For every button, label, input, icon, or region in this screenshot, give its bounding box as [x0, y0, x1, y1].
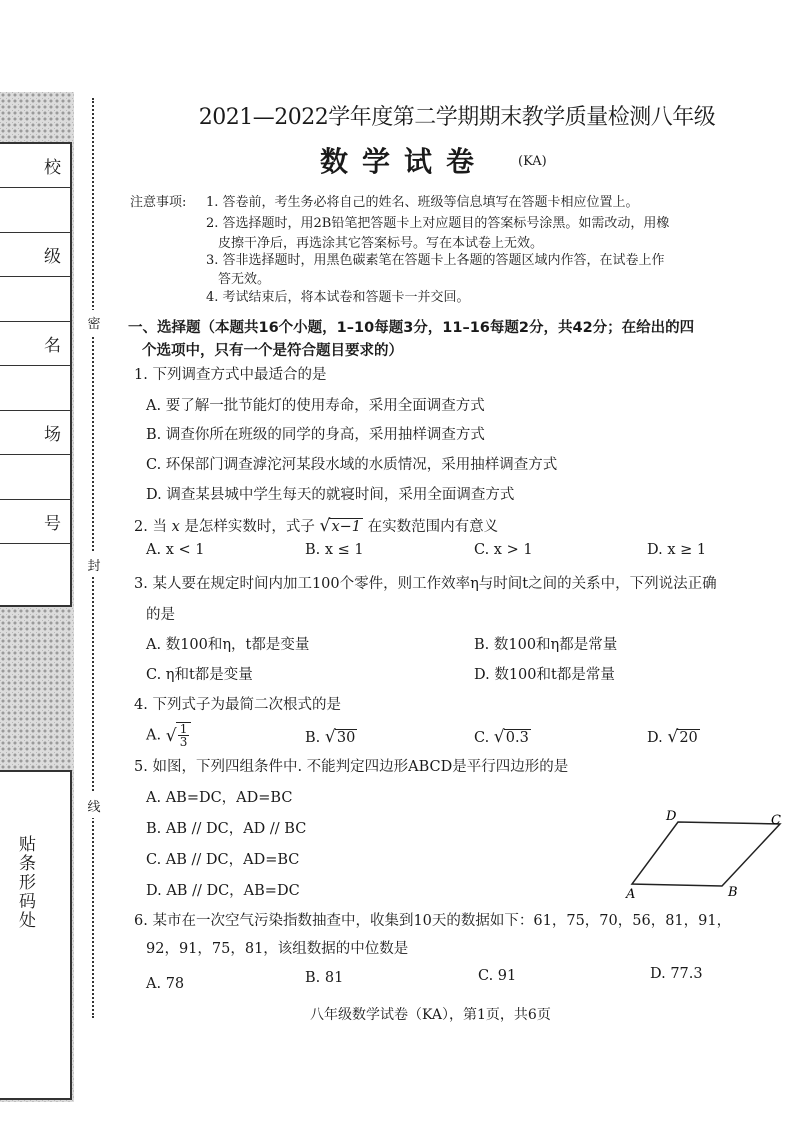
- q4-c-radical: √ 0.3: [493, 727, 529, 747]
- info-row-blank: [0, 188, 70, 233]
- vertex-c-label: C: [771, 813, 781, 828]
- q1-option-b: B. 调查你所在班级的同学的身高，采用抽样调查方式: [146, 427, 485, 443]
- vertex-b-label: B: [728, 885, 738, 898]
- section-heading: 一、选择题（本题共16个小题，1–10每题3分，11–16每题2分，共42分；在给出的四: [128, 320, 695, 336]
- info-row-blank: [0, 544, 70, 588]
- barcode-area: [0, 770, 72, 1100]
- q3-option-d: D. 数100和t都是常量: [474, 667, 615, 683]
- q2-radicand: x−1: [331, 519, 362, 535]
- notice-item: 3. 答非选择题时，用黑色碳素笔在答题卡上各题的答题区域内作答，在试卷上作: [206, 253, 665, 268]
- q4-a-radical: √ $\frac{1}{3}$: [166, 722, 192, 748]
- barcode-label: 贴条形码处: [15, 835, 35, 930]
- q2-stem-a: 2. 当: [134, 519, 167, 535]
- notice-item: 皮擦干净后，再选涂其它答案标号。写在本试卷上无效。: [218, 236, 544, 251]
- q5-option-b: B. AB // DC，AD // BC: [146, 821, 307, 837]
- section-heading-cont: 个选项中，只有一个是符合题目要求的）: [142, 343, 403, 359]
- q1-option-c: C. 环保部门调查滹沱河某段水域的水质情况，采用抽样调查方式: [146, 457, 558, 473]
- notice-item: 2. 答选择题时，用2B铅笔把答题卡上对应题目的答案标号涂黑。如需改动，用橡: [206, 216, 670, 231]
- q5-option-a: A. AB=DC，AD=BC: [146, 790, 293, 806]
- q2-option-a: A. x < 1: [146, 542, 205, 558]
- q1-option-a: A. 要了解一批节能灯的使用寿命，采用全面调查方式: [146, 398, 485, 414]
- seal-word-mi: 密: [86, 310, 102, 335]
- info-row-blank: [0, 455, 70, 500]
- question-6-stem: 6. 某市在一次空气污染指数抽查中，收集到10天的数据如下：61，75，70，56，81，91，: [134, 913, 732, 929]
- question-4-stem: 4. 下列式子为最简二次根式的是: [134, 697, 341, 713]
- q4-option-b: [305, 729, 357, 746]
- vertex-a-label: A: [626, 887, 636, 898]
- q4-a-den: 3: [179, 735, 188, 749]
- q3-option-a: A. 数100和η，t都是变量: [146, 637, 310, 653]
- info-label-exam-room: 场: [44, 425, 61, 445]
- q2-radical: √ x−1: [319, 516, 362, 536]
- q3-option-b: B. 数100和η都是常量: [474, 637, 618, 653]
- q1-option-d: D. 调查某县城中学生每天的就寝时间，采用全面调查方式: [146, 487, 515, 503]
- info-label-number: 号: [44, 514, 61, 534]
- info-row-class: [0, 233, 70, 277]
- vertex-d-label: D: [666, 809, 677, 824]
- paper-code: (KA): [518, 154, 547, 169]
- q4-option-d: [647, 729, 700, 746]
- q5-option-d: D. AB // DC，AB=DC: [146, 883, 300, 899]
- q4-a-num: 1: [179, 722, 188, 736]
- info-label-school: 校: [44, 158, 61, 178]
- q6-option-a: A. 78: [146, 976, 185, 992]
- info-row-blank: [0, 366, 70, 411]
- q2-option-b: B. x ≤ 1: [305, 542, 364, 558]
- question-5-stem: 5. 如图，下列四组条件中. 不能判定四边形ABCD是平行四边形的是: [134, 759, 569, 775]
- q4-b-radicand: 30: [336, 730, 356, 746]
- q4-d-radicand: 20: [679, 730, 698, 746]
- q6-option-d: D. 77.3: [650, 966, 703, 982]
- q4-c-radicand: 0.3: [505, 730, 529, 746]
- notice-item: 4. 考试结束后，将本试卷和答题卡一并交回。: [206, 290, 470, 305]
- q4-b-radical: √ 30: [324, 727, 356, 747]
- seal-word-feng: 封: [86, 552, 102, 577]
- question-2-stem: [134, 515, 498, 536]
- question-3-stem-cont: 的是: [146, 607, 175, 623]
- question-6-stem-cont: 92，91，75，81，该组数据的中位数是: [146, 941, 409, 957]
- q4-option-c: [474, 729, 531, 746]
- parallelogram-figure: [620, 806, 790, 898]
- q2-stem-c: 在实数范围内有意义: [367, 519, 499, 535]
- q4-option-a: [146, 722, 191, 748]
- subject-title: 数学试卷: [320, 145, 489, 178]
- info-row-blank: [0, 277, 70, 322]
- exam-title: 2021—2022学年度第二学期期末教学质量检测八年级: [198, 105, 716, 130]
- q2-stem-b: 是怎样实数时，式子: [184, 519, 315, 535]
- notice-item: 1. 答卷前，考生务必将自己的姓名、班级等信息填写在答题卡相应位置上。: [206, 195, 639, 210]
- parallelogram-shape: [632, 822, 780, 886]
- q4-a-label: A.: [146, 727, 162, 744]
- info-row-name: [0, 322, 70, 366]
- q5-option-c: C. AB // DC，AD=BC: [146, 852, 300, 868]
- q4-d-radical: √ 20: [667, 727, 698, 747]
- q2-option-c: C. x > 1: [474, 542, 533, 558]
- info-label-class: 级: [44, 247, 61, 267]
- q6-option-c: C. 91: [478, 968, 517, 984]
- info-label-name: 名: [44, 336, 61, 356]
- info-row-exam-room: [0, 411, 70, 455]
- q6-option-b: B. 81: [305, 970, 344, 986]
- info-row-school: [0, 144, 70, 188]
- student-info-box: [0, 142, 72, 607]
- question-1-stem: 1. 下列调查方式中最适合的是: [134, 367, 327, 383]
- notice-label: 注意事项:: [130, 195, 187, 210]
- q4-c-label: C.: [474, 730, 490, 746]
- info-row-number: [0, 500, 70, 544]
- q2-option-d: D. x ≥ 1: [647, 542, 707, 558]
- seal-word-xian: 线: [86, 793, 102, 818]
- q3-option-c: C. η和t都是变量: [146, 667, 253, 683]
- question-3-stem: 3. 某人要在规定时间内加工100个零件，则工作效率η与时间t之间的关系中，下列说法正确: [134, 576, 717, 592]
- q4-b-label: B.: [305, 730, 321, 746]
- notice-item: 答无效。: [218, 272, 271, 287]
- page-footer: 八年级数学试卷（KA），第1页，共6页: [310, 1007, 551, 1023]
- q4-d-label: D.: [647, 730, 663, 746]
- q2-var: x: [171, 519, 180, 535]
